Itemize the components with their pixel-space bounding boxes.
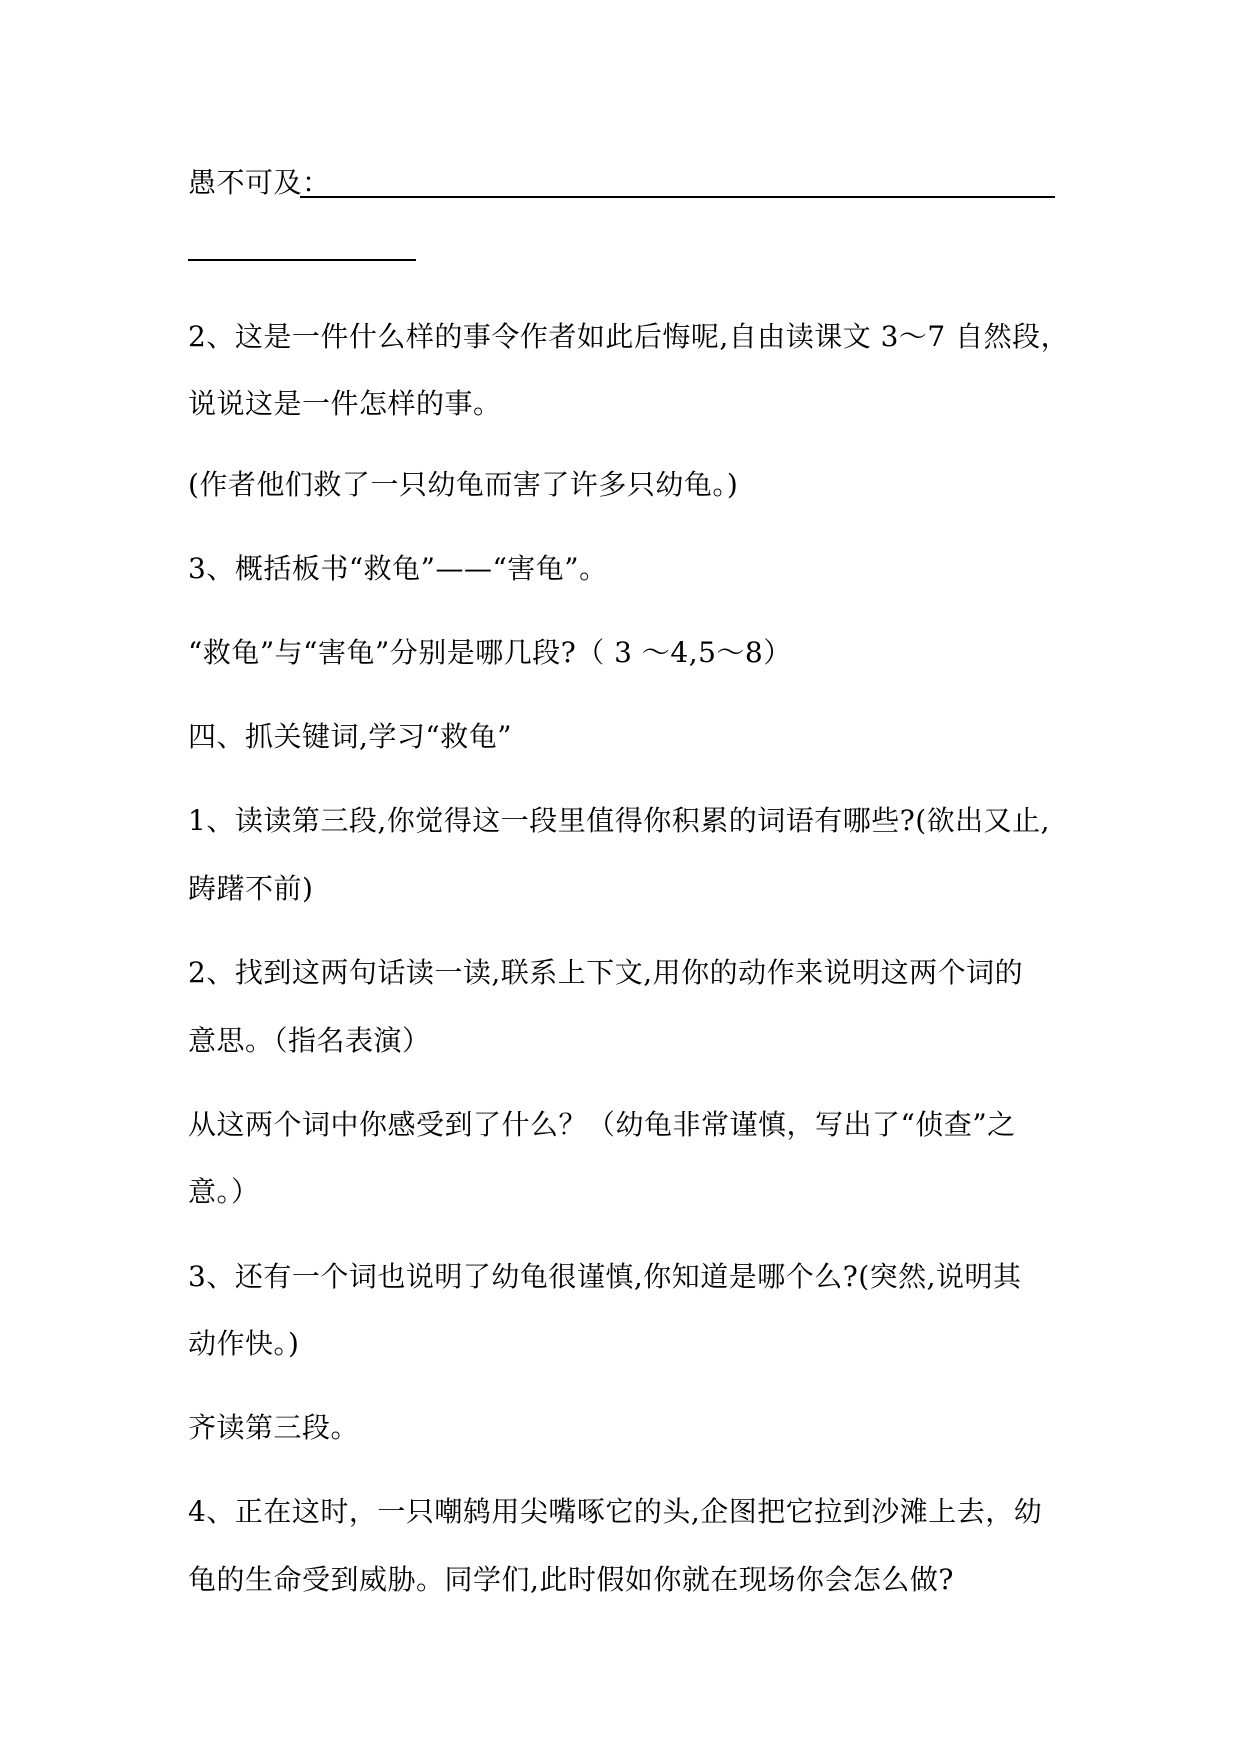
paragraph-line: 4、正在这时，一只嘲鸫用尖嘴啄它的头,企图把它拉到沙滩上去，幼 [188,1495,1043,1528]
paragraph-line: 3、概括板书“救龟”——“害龟”。 [188,552,608,585]
idiom-prompt: 愚不可及： [188,166,331,199]
paragraph-line: 2、这是一件什么样的事令作者如此后悔呢,自由读课文 3～7 自然段， [188,320,1070,353]
paragraph-line: 龟的生命受到威胁。同学们,此时假如你就在现场你会怎么做? [188,1563,954,1596]
section-heading: 四、抓关键词,学习“救龟” [188,720,513,753]
answer-blank-line-1 [300,196,1055,198]
paragraph-line: 意。） [188,1175,260,1208]
paragraph-line: 3、还有一个词也说明了幼龟很谨慎,你知道是哪个么?(突然,说明其 [188,1260,1022,1293]
answer-blank-line-2 [188,259,416,261]
paragraph-line: 意思。（指名表演） [188,1024,431,1057]
paragraph-line: 踌躇不前) [188,872,314,905]
paragraph-line: 动作快。) [188,1327,300,1360]
paragraph-line: 齐读第三段。 [188,1411,360,1444]
paragraph-line: (作者他们救了一只幼龟而害了许多只幼龟。) [188,468,739,501]
paragraph-line: 从这两个词中你感受到了什么？（幼龟非常谨慎，写出了“侦查”之 [188,1108,1016,1141]
paragraph-line: 1、读读第三段,你觉得这一段里值得你积累的词语有哪些?(欲出又止, [188,804,1051,837]
paragraph-line: “救龟”与“害龟”分别是哪几段?（ 3 ～4,5～8） [188,636,792,669]
paragraph-line: 2、找到这两句话读一读,联系上下文,用你的动作来说明这两个词的 [188,956,1024,989]
paragraph-line: 说说这是一件怎样的事。 [188,387,502,420]
